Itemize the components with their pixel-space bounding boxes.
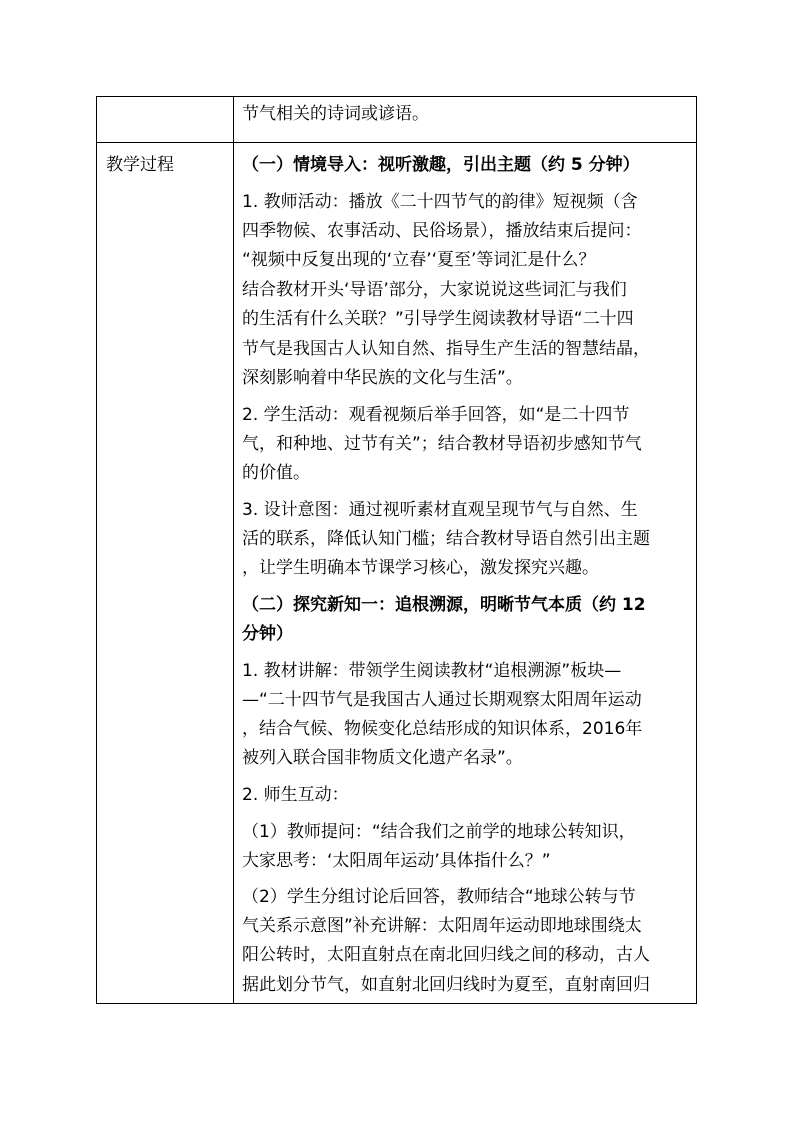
content-line: 的价值。 [242,463,310,483]
section-heading-2-cont: 分钟） [242,624,293,644]
table-border-top [96,96,697,97]
content-line: 阳公转时，太阳直射点在南北回归线之间的移动，古人 [242,945,650,965]
content-line: 3. 设计意图：通过视听素材直观呈现节气与自然、生 [242,500,638,520]
content-line: 大家思考：‘太阳周年运动’具体指什么？” [242,851,551,871]
content-line: “视频中反复出现的‘立春’‘夏至’等词汇是什么？ [242,250,596,270]
content-line: ，让学生明确本节课学习核心，激发探究兴趣。 [242,558,599,578]
content-line: 被列入联合国非物质文化遗产名录”。 [242,748,523,768]
table-column-divider [233,96,234,1004]
section-heading-1: （一）情境导入：视听激趣，引出主题（约 5 分钟） [242,155,640,175]
table-border-row-divider [96,142,697,143]
content-line: 1. 教材讲解：带领学生阅读教材“追根溯源”板块— [242,661,622,681]
content-line: 结合教材开头‘导语’部分，大家说说这些词汇与我们 [242,280,627,300]
table-border-right [696,96,697,1004]
content-line: 深刻影响着中华民族的文化与生活”。 [242,368,523,388]
row1-content: 节气相关的诗词或谚语。 [242,104,429,124]
content-line: 2. 师生互动： [242,785,349,805]
content-line: 气关系示意图”补充讲解：太阳周年运动即地球围绕太 [242,916,642,936]
row-label-teaching-process: 教学过程 [106,155,174,175]
content-line: 四季物候、农事活动、民俗场景），播放结束后提问： [242,221,642,241]
content-line: 2. 学生活动：观看视频后举手回答，如“是二十四节 [242,405,630,425]
content-line: ，结合气候、物候变化总结形成的知识体系，2016年 [242,719,643,739]
table-border-left [96,96,97,1004]
content-line: —“二十四节气是我国古人通过长期观察太阳周年运动 [242,690,642,710]
content-line: （1）教师提问：“结合我们之前学的地球公转知识， [242,822,636,842]
content-line: 1. 教师活动：播放《二十四节气的韵律》短视频（含 [242,192,638,212]
content-line: 据此划分节气，如直射北回归线时为夏至，直射南回归 [242,975,650,995]
content-line: （2）学生分组讨论后回答，教师结合“地球公转与节 [242,887,636,907]
content-line: 气，和种地、过节有关”；结合教材导语初步感知节气 [242,434,642,454]
content-line: 的生活有什么关联？”引导学生阅读教材导语“二十四 [242,309,634,329]
content-line: 节气是我国古人认知自然、指导生产生活的智慧结晶， [242,339,650,359]
content-line: 活的联系，降低认知门槛；结合教材导语自然引出主题 [242,529,650,549]
section-heading-2: （二）探究新知一：追根溯源，明晰节气本质（约 12 [242,595,646,615]
table-border-bottom [96,1003,697,1004]
